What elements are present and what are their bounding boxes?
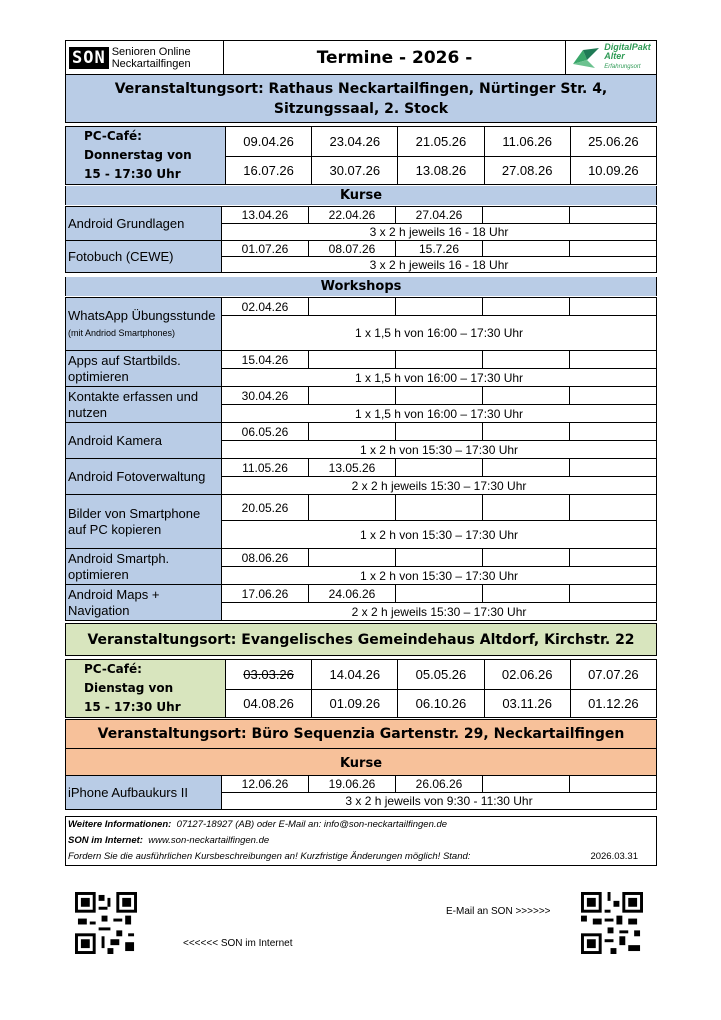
date-cell xyxy=(396,351,483,369)
date-cell xyxy=(483,241,570,257)
workshop-name: Android Kamera xyxy=(66,423,222,459)
course-name: Android Grundlagen xyxy=(66,207,222,241)
date-cell: 19.06.26 xyxy=(309,776,396,793)
date-cell: 14.04.26 xyxy=(312,660,398,690)
kurse-table xyxy=(65,206,657,273)
date-cell xyxy=(396,585,483,603)
date-cell xyxy=(483,585,570,603)
pc-cafe-label: PC-Café: Dienstag von 15 - 17:30 Uhr xyxy=(66,660,226,718)
date-cell: 09.04.26 xyxy=(226,127,312,157)
date-cell xyxy=(396,495,483,521)
date-cell: 13.05.26 xyxy=(309,459,396,477)
son-logo xyxy=(66,41,224,74)
venue1-line1: Veranstaltungsort: Rathaus Neckartailfingen, Nürtinger Str. 4, xyxy=(114,80,608,97)
date-cell xyxy=(570,459,657,477)
date-cell: 12.06.26 xyxy=(222,776,309,793)
date-cell xyxy=(570,423,657,441)
venue1-line2: Sitzungssaal, 2. Stock xyxy=(273,100,449,117)
workshop-note: (mit Andriod Smartphones) xyxy=(68,327,176,338)
origami-bird-icon xyxy=(571,46,601,70)
date-cell: 06.10.26 xyxy=(398,689,484,717)
date-cell: 05.05.26 xyxy=(398,660,484,690)
workshops-section-heading: Workshops xyxy=(65,277,657,296)
date-cell: 15.04.26 xyxy=(222,351,309,369)
course-name: iPhone Aufbaukurs II xyxy=(66,776,222,810)
digitalpakt-logo xyxy=(565,41,656,74)
workshop-name: WhatsApp Übungsstunde (mit Andriod Smartphones) xyxy=(66,298,222,351)
date-cell xyxy=(570,298,657,316)
date-cell: 02.06.26 xyxy=(484,660,570,690)
pc-cafe-rathaus-table xyxy=(65,126,657,185)
date-cell: 01.12.26 xyxy=(570,689,656,717)
date-cell: 20.05.26 xyxy=(222,495,309,521)
date-cell: 16.07.26 xyxy=(226,157,312,185)
workshop-info: 1 x 1,5 h von 16:00 – 17:30 Uhr xyxy=(222,316,657,351)
date-cell xyxy=(483,351,570,369)
date-cell xyxy=(396,423,483,441)
course-info: 3 x 2 h jeweils von 9:30 - 11:30 Uhr xyxy=(222,793,657,810)
date-cell: 27.08.26 xyxy=(484,157,570,185)
date-cell: 22.04.26 xyxy=(309,207,396,224)
workshop-name: Android Fotoverwaltung xyxy=(66,459,222,495)
header xyxy=(65,40,657,75)
date-cell xyxy=(309,351,396,369)
venue-sequenzia-heading: Veranstaltungsort: Büro Sequenzia Gartenstr. 29, Neckartailfingen xyxy=(65,719,657,749)
date-cell xyxy=(483,423,570,441)
date-cell xyxy=(483,298,570,316)
date-cell: 08.06.26 xyxy=(222,549,309,567)
date-cell: 10.09.26 xyxy=(570,157,656,185)
date-cell: 13.08.26 xyxy=(398,157,484,185)
date-cell xyxy=(309,423,396,441)
workshop-info: 1 x 1,5 h von 16:00 – 17:30 Uhr xyxy=(222,405,657,423)
workshop-info: 1 x 2 h von 15:30 – 17:30 Uhr xyxy=(222,521,657,549)
date-cell: 26.06.26 xyxy=(396,776,483,793)
page-title: Termine - 2026 - xyxy=(316,47,473,68)
date-cell xyxy=(483,549,570,567)
date-cell: 30.04.26 xyxy=(222,387,309,405)
date-cell: 08.07.26 xyxy=(309,241,396,257)
date-cell xyxy=(483,207,570,224)
workshop-info: 2 x 2 h jeweils 15:30 – 17:30 Uhr xyxy=(222,603,657,621)
date-cell: 21.05.26 xyxy=(398,127,484,157)
course-name: Fotobuch (CEWE) xyxy=(66,241,222,273)
date-cell: 23.04.26 xyxy=(312,127,398,157)
kurse-section-heading: Kurse xyxy=(65,749,657,775)
date-cell: 02.04.26 xyxy=(222,298,309,316)
date-cell xyxy=(396,387,483,405)
date-cell: 17.06.26 xyxy=(222,585,309,603)
date-cell xyxy=(570,585,657,603)
date-cell: 01.09.26 xyxy=(312,689,398,717)
date-cell: 11.06.26 xyxy=(484,127,570,157)
date-cell: 04.08.26 xyxy=(226,689,312,717)
web-qr-caption: <<<<<< SON im Internet xyxy=(183,938,293,949)
date-cell: 03.11.26 xyxy=(484,689,570,717)
workshop-info: 1 x 2 h von 15:30 – 17:30 Uhr xyxy=(222,567,657,585)
pc-cafe-altdorf-table xyxy=(65,659,657,718)
footer-info-box: Weitere Informationen: 07127-18927 (AB) oder E-Mail an: info@son-neckartailfingen.de SON im Internet: www.son-neckartailfingen.de Fordern Sie die ausführlichen Kursbeschreibungen an! Kurzfristige Änderungen möglich! Stand: 2026.03.31 xyxy=(65,816,657,866)
partner-line2: Alter xyxy=(604,51,625,61)
workshop-name: Android Smartph. optimieren xyxy=(66,549,222,585)
date-cell: 27.04.26 xyxy=(396,207,483,224)
date-cell xyxy=(309,387,396,405)
date-cell: 01.07.26 xyxy=(222,241,309,257)
kurse-section-heading: Kurse xyxy=(65,186,657,205)
pc-cafe-label: PC-Café: Donnerstag von 15 - 17:30 Uhr xyxy=(66,127,226,185)
workshop-name: Bilder von Smartphone auf PC kopieren xyxy=(66,495,222,549)
date-cell: 11.05.26 xyxy=(222,459,309,477)
course-info: 3 x 2 h jeweils 16 - 18 Uhr xyxy=(222,224,657,241)
date-cell xyxy=(570,495,657,521)
date-cell xyxy=(570,387,657,405)
venue-altdorf-heading: Veranstaltungsort: Evangelisches Gemeindehaus Altdorf, Kirchstr. 22 xyxy=(65,623,657,656)
workshops-table xyxy=(65,297,657,621)
website-link[interactable]: www.son-neckartailfingen.de xyxy=(148,835,270,846)
date-cell: 30.07.26 xyxy=(312,157,398,185)
date-cell: 24.06.26 xyxy=(309,585,396,603)
date-cell xyxy=(396,459,483,477)
venue-rathaus-heading xyxy=(65,75,657,123)
date-cell xyxy=(483,495,570,521)
logo-line1: Senioren Online xyxy=(111,45,191,58)
qr-code-email-icon[interactable] xyxy=(578,892,646,954)
date-cell xyxy=(309,495,396,521)
date-cell xyxy=(396,298,483,316)
date-cell: 25.06.26 xyxy=(570,127,656,157)
iphone-kurse-table xyxy=(65,775,657,810)
workshop-info: 2 x 2 h jeweils 15:30 – 17:30 Uhr xyxy=(222,477,657,495)
date-cell xyxy=(483,459,570,477)
partner-line3: Erfahrungsort xyxy=(604,64,641,70)
date-cell xyxy=(396,549,483,567)
date-cell xyxy=(570,776,657,793)
email-qr-caption: E-Mail an SON >>>>>> xyxy=(446,906,551,917)
course-info: 3 x 2 h jeweils 16 - 18 Uhr xyxy=(222,257,657,273)
logo-line2: Neckartailfingen xyxy=(111,57,191,70)
stand-date: 2026.03.31 xyxy=(590,851,638,862)
partner-line1: DigitalPakt xyxy=(604,42,651,52)
date-cell xyxy=(570,207,657,224)
cancelled-date-cell: 03.03.26 xyxy=(226,660,312,690)
date-cell xyxy=(483,387,570,405)
date-cell: 15.7.26 xyxy=(396,241,483,257)
schedule-sheet xyxy=(65,40,657,866)
contact-text: 07127-18927 (AB) oder E-Mail an: info@son-neckartailfingen.de xyxy=(176,819,448,830)
date-cell: 13.04.26 xyxy=(222,207,309,224)
workshop-info: 1 x 2 h von 15:30 – 17:30 Uhr xyxy=(222,441,657,459)
son-logo-mark: SON xyxy=(69,47,109,69)
footer-note: Fordern Sie die ausführlichen Kursbeschreibungen an! Kurzfristige Änderungen möglich! Stand: xyxy=(68,851,471,862)
date-cell: 06.05.26 xyxy=(222,423,309,441)
date-cell xyxy=(570,549,657,567)
workshop-info: 1 x 1,5 h von 16:00 – 17:30 Uhr xyxy=(222,369,657,387)
workshop-name: Kontakte erfassen und nutzen xyxy=(66,387,222,423)
date-cell xyxy=(309,549,396,567)
qr-code-website-icon[interactable] xyxy=(72,892,140,954)
date-cell xyxy=(570,351,657,369)
date-cell xyxy=(570,241,657,257)
date-cell xyxy=(309,298,396,316)
workshop-name: Apps auf Startbilds. optimieren xyxy=(66,351,222,387)
date-cell: 07.07.26 xyxy=(570,660,656,690)
workshop-name: Android Maps + Navigation xyxy=(66,585,222,621)
date-cell xyxy=(483,776,570,793)
